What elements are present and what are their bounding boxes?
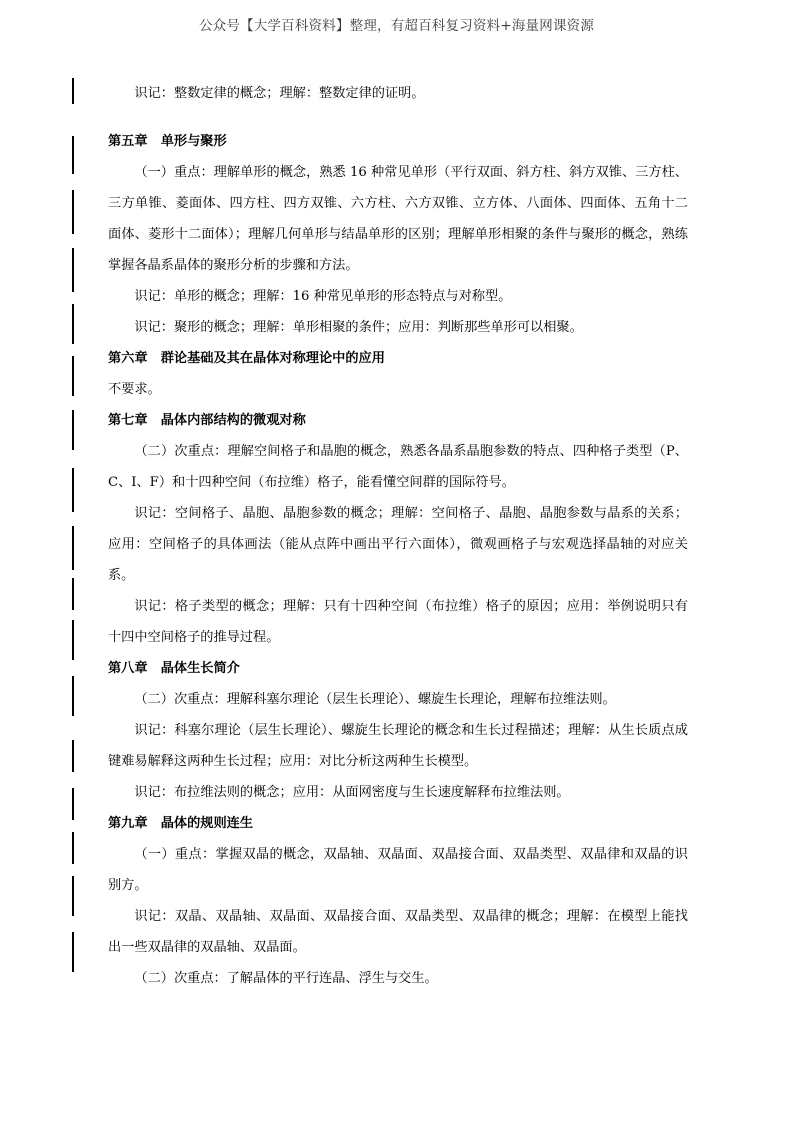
heading-chapter-8: 第八章 晶体生长简介	[108, 661, 240, 676]
paragraph-ch8-secondary-points: （二）次重点：理解科塞尔理论（层生长理论）、螺旋生长理论，理解布拉维法则。	[134, 692, 616, 707]
paragraph-ch8-item-2: 识记：布拉维法则的概念；应用：从面网密度与生长速度解释布拉维法则。	[134, 785, 570, 800]
paragraph-ch5-key-points: （一）重点：理解单形的概念，熟悉 16 种常见单形（平行双面、斜方柱、斜方双锥、三方柱、三方单锥、菱面体、四方柱、四方双锥、六方柱、六方双锥、立方体、八面体、四面体、五角十二面体、菱形十二面体）；理解几何单形与结晶单形的区别；理解单形相聚的条件与聚形的概念，熟练掌握各晶系晶体的聚形分析的步骤和方法。	[108, 165, 688, 273]
paragraph-ch7-item-1: 识记：空间格子、晶胞、晶胞参数的概念；理解：空间格子、晶胞、晶胞参数与晶系的关系；应用：空间格子的具体画法（能从点阵中画出平行六面体），微观画格子与宏观选择晶轴的对应关系。	[108, 506, 688, 583]
heading-chapter-7: 第七章 晶体内部结构的微观对称	[108, 413, 306, 428]
paragraph-ch9-item-2: （二）次重点：了解晶体的平行连晶、浮生与交生。	[134, 971, 438, 986]
paragraph-ch9-key-points: （一）重点：掌握双晶的概念，双晶轴、双晶面、双晶接合面、双晶类型、双晶律和双晶的识别方。	[108, 847, 688, 893]
heading-chapter-9: 第九章 晶体的规则连生	[108, 816, 254, 831]
paragraph-ch6-note: 不要求。	[108, 382, 161, 397]
heading-chapter-5: 第五章 单形与聚形	[108, 134, 227, 149]
document-body	[108, 78, 688, 994]
paragraph-ch5-item-2: 识记：聚形的概念；理解：单形相聚的条件；应用：判断那些单形可以相聚。	[134, 320, 583, 335]
paragraph-ch7-item-2: 识记：格子类型的概念；理解：只有十四种空间（布拉维）格子的原因；应用：举例说明只有十四中空间格子的推导过程。	[108, 599, 688, 645]
paragraph-ch5-item-1: 识记：单形的概念；理解：16 种常见单形的形态特点与对称型。	[134, 289, 512, 304]
paragraph-ch7-secondary-points: （二）次重点：理解空间格子和晶胞的概念，熟悉各晶系晶胞参数的特点、四种格子类型（P、C、I、F）和十四种空间（布拉维）格子，能看懂空间群的国际符号。	[108, 444, 688, 490]
paragraph-intro-line: 识记：整数定律的概念；理解：整数定律的证明。	[134, 86, 425, 101]
paragraph-ch8-item-1: 识记：科塞尔理论（层生长理论）、螺旋生长理论的概念和生长过程描述；理解：从生长质点成键难易解释这两种生长过程；应用：对比分析这两种生长模型。	[108, 723, 688, 769]
paragraph-ch9-item-1: 识记：双晶、双晶轴、双晶面、双晶接合面、双晶类型、双晶律的概念；理解：在模型上能找出一些双晶律的双晶轴、双晶面。	[108, 909, 688, 955]
watermark-header: 公众号【大学百科资料】整理，有超百科复习资料+海量网课资源	[198, 18, 595, 34]
heading-chapter-6: 第六章 群论基础及其在晶体对称理论中的应用	[108, 351, 385, 366]
